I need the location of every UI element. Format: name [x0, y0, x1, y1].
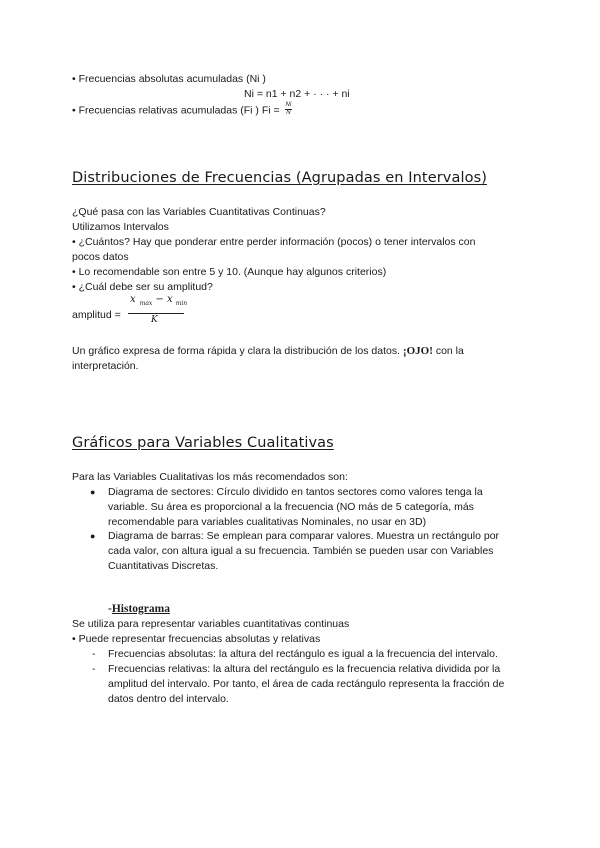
- bullet-item: • Lo recomendable son entre 5 y 10. (Aunque hay algunos criterios): [72, 266, 387, 278]
- list-item: Diagrama de barras: Se emplean para comparar valores. Muestra un rectángulo por: [108, 530, 500, 542]
- paragraph-line: Se utiliza para representar variables cuantitativas continuas: [72, 618, 350, 630]
- list-item: Cuantitativas Discretas.: [108, 560, 219, 572]
- bullet-item: • ¿Cuántos? Hay que ponderar entre perder información (pocos) o tener intervalos con: [72, 236, 476, 248]
- paragraph-text: Un gráfico expresa de forma rápida y clara la distribución de los datos.: [72, 345, 401, 357]
- fi-denominator: N: [286, 110, 291, 116]
- amp-x-max: x: [130, 294, 136, 305]
- amplitude-label: amplitud =: [72, 309, 121, 321]
- cumulative-absolute-label: • Frecuencias absolutas acumuladas (Ni ): [72, 73, 266, 85]
- ni-formula: Ni = n1 + n2 + · · · + ni: [244, 88, 350, 100]
- dash-marker: -: [92, 648, 96, 660]
- paragraph-line: interpretación.: [72, 360, 139, 372]
- amp-x-min: − x: [155, 294, 173, 305]
- paragraph-line: ¿Qué pasa con las Variables Cuantitativas Continuas?: [72, 206, 326, 218]
- amplitude-fraction-bar: [128, 313, 184, 314]
- section-title-distribuciones: Distribuciones de Frecuencias (Agrupadas en Intervalos): [72, 170, 487, 186]
- amplitude-numerator: [130, 294, 187, 307]
- cumulative-relative-text: • Frecuencias relativas acumuladas (Fi ) Fi =: [72, 104, 280, 117]
- list-item: datos dentro del intervalo.: [108, 693, 229, 705]
- paragraph-line: Utilizamos Intervalos: [72, 221, 169, 233]
- section-title-graficos: Gráficos para Variables Cualitativas: [72, 435, 334, 451]
- bullet-item: • ¿Cuál debe ser su amplitud?: [72, 281, 213, 293]
- ojo-emphasis: ¡OJO!: [402, 345, 433, 357]
- list-item: amplitud del intervalo. Por tanto, el área de cada rectángulo representa la fracción de: [108, 678, 505, 690]
- list-item: Diagrama de sectores: Círculo dividido en tantos sectores como valores tenga la: [108, 486, 483, 498]
- paragraph-line: pocos datos: [72, 251, 129, 263]
- fi-fraction: [285, 102, 293, 117]
- paragraph-line: Para las Variables Cualitativas los más recomendados son:: [72, 471, 348, 483]
- subheading-dash: -: [108, 603, 112, 615]
- list-item: variable. Su área es proporcional a la frecuencia (NO más de 5 categoría, más: [108, 501, 474, 513]
- list-item: Frecuencias absolutas: la altura del rectángulo es igual a la frecuencia del intervalo.: [108, 648, 498, 660]
- cumulative-relative-label: [72, 104, 292, 117]
- amp-max-sub: max: [139, 300, 153, 307]
- amp-min-sub: min: [175, 300, 188, 307]
- list-item: cada valor, con altura igual a su frecuencia. También se pueden usar con Variables: [108, 545, 494, 557]
- fi-numerator: Ni: [285, 102, 292, 108]
- dash-marker: -: [92, 663, 96, 675]
- subheading-title: Histograma: [111, 603, 170, 615]
- amplitude-denominator: K: [151, 315, 158, 325]
- bullet-dot: ●: [90, 487, 96, 497]
- paragraph-text: con la: [435, 345, 464, 357]
- list-item: Frecuencias relativas: la altura del rectángulo es la frecuencia relativa dividida por la: [108, 663, 501, 675]
- subheading-histograma: [108, 603, 170, 615]
- list-item: recomendable para variables cualitativas Nominales, no usar en 3D): [108, 516, 427, 528]
- bullet-item: • Puede representar frecuencias absolutas y relativas: [72, 633, 321, 645]
- bullet-dot: ●: [90, 531, 96, 541]
- paragraph-line: [72, 345, 464, 357]
